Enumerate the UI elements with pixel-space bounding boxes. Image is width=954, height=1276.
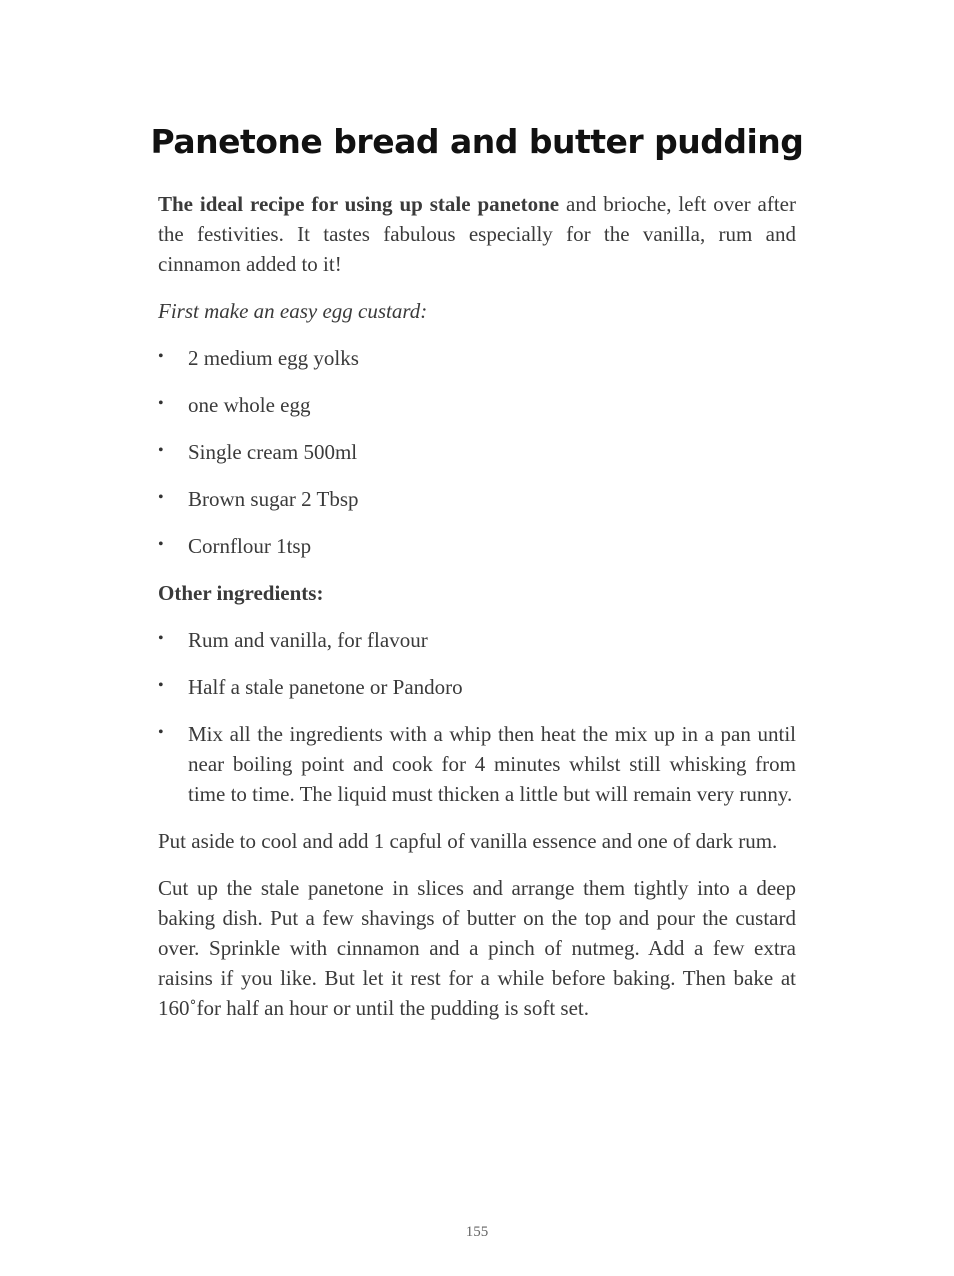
list-item-text: Mix all the ingredients with a whip then heat the mix up in a pan until near boiling point and cook for 4 minutes whilst still whisking from time to time. The liquid must thicken a little but will remain very runny. bbox=[188, 722, 796, 806]
bullet-icon: • bbox=[158, 395, 164, 412]
list-item-text: Half a stale panetone or Pandoro bbox=[188, 675, 463, 699]
method-paragraph: Cut up the stale panetone in slices and arrange them tightly into a deep baking dish. Put a few shavings of butter on the top and pour the custard over. Sprinkle with cinnamon and a pinch of nutmeg. Add a few extra raisins if you like. But let it rest for a while before baking. Then bake at 160˚for half an hour or until the pudding is soft set. bbox=[158, 876, 796, 1020]
bullet-icon: • bbox=[158, 442, 164, 459]
list-item-text: Rum and vanilla, for flavour bbox=[188, 628, 428, 652]
list-item bbox=[158, 719, 796, 809]
recipe-content bbox=[158, 189, 796, 1040]
list-item bbox=[158, 437, 796, 467]
list-item bbox=[158, 625, 796, 655]
intro-text: and brioche, left over after the festivities. It tastes fabulous especially for the vanilla, rum and cinnamon added to it! bbox=[158, 192, 796, 276]
page-title: Panetone bread and butter pudding bbox=[150, 122, 804, 161]
bullet-icon: • bbox=[158, 536, 164, 553]
bullet-icon: • bbox=[158, 630, 164, 647]
list-item-text: one whole egg bbox=[188, 393, 311, 417]
intro-paragraph bbox=[158, 189, 796, 279]
list-item-text: Brown sugar 2 Tbsp bbox=[188, 487, 359, 511]
list-item-text: 2 medium egg yolks bbox=[188, 346, 359, 370]
custard-heading: First make an easy egg custard: bbox=[158, 299, 428, 323]
list-item-text: Single cream 500ml bbox=[188, 440, 358, 464]
list-item bbox=[158, 343, 796, 373]
custard-ingredients-list bbox=[158, 343, 796, 561]
cooling-paragraph: Put aside to cool and add 1 capful of vanilla essence and one of dark rum. bbox=[158, 829, 778, 853]
bullet-icon: • bbox=[158, 489, 164, 506]
page-number: 155 bbox=[465, 1224, 489, 1240]
list-item bbox=[158, 484, 796, 514]
document-page bbox=[150, 0, 804, 1276]
other-ingredients-list bbox=[158, 625, 796, 809]
list-item bbox=[158, 390, 796, 420]
list-item bbox=[158, 672, 796, 702]
bullet-icon: • bbox=[158, 724, 164, 741]
other-ingredients-heading: Other ingredients: bbox=[158, 581, 324, 605]
list-item-text: Cornflour 1tsp bbox=[188, 534, 312, 558]
list-item bbox=[158, 531, 796, 561]
intro-bold-text: The ideal recipe for using up stale panetone bbox=[158, 192, 560, 216]
bullet-icon: • bbox=[158, 348, 164, 365]
bullet-icon: • bbox=[158, 677, 164, 694]
